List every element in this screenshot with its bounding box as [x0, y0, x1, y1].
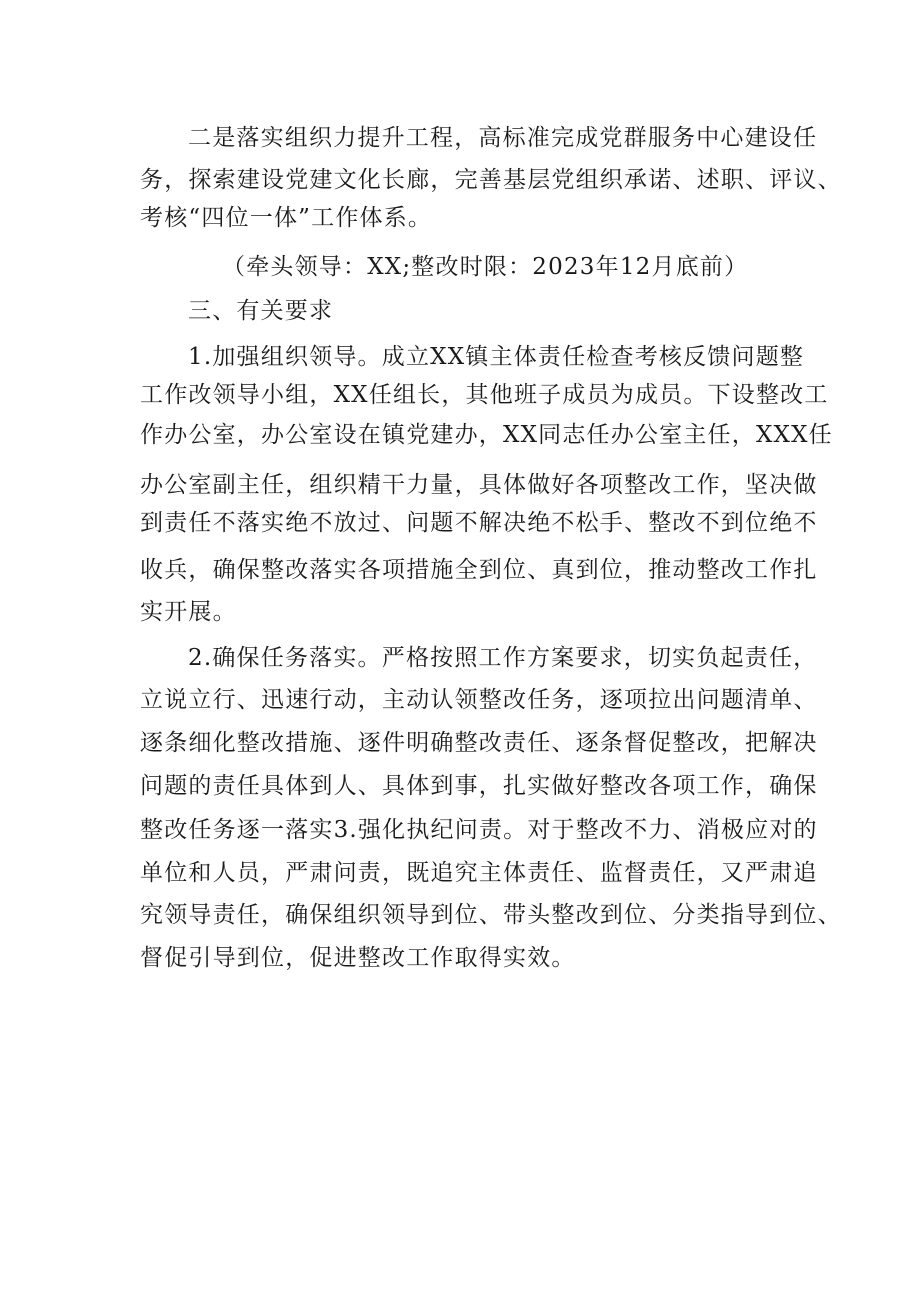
item-1-line-1: 1.加强组织领导。成立XX镇主体责任检查考核反馈问题整 [188, 344, 805, 370]
item-2-line-3: 逐条细化整改措施、逐件明确整改责任、逐条督促整改，把解决 [140, 730, 818, 756]
item-1-line-5: 到责任不落实绝不放过、问题不解决绝不松手、整改不到位绝不 [140, 510, 818, 536]
item-2-line-6: 单位和人员，严肃问责，既追究主体责任、监督责任，又严肃追 [140, 860, 818, 886]
item-1-line-7: 实开展。 [140, 599, 237, 625]
paragraph-1-line-2: 务，探索建设党建文化长廊，完善基层党组织承诺、述职、评议、 [140, 167, 842, 193]
item-2-line-7: 究领导责任，确保组织领导到位、带头整改到位、分类指导到位、 [140, 902, 842, 928]
item-1-line-6: 收兵，确保整改落实各项措施全到位、真到位，推动整改工作扎 [140, 557, 818, 583]
item-2-line-4: 问题的责任具体到人、具体到事，扎实做好整改各项工作，确保 [140, 773, 818, 799]
item-2-line-2: 立说立行、迅速行动，主动认领整改任务，逐项拉出问题清单、 [140, 687, 818, 713]
section-3-heading: 三、有关要求 [188, 298, 334, 324]
paragraph-1-line-3: 考核“四位一体”工作体系。 [140, 205, 433, 231]
item-2-line-8: 督促引导到位，促进整改工作取得实效。 [140, 945, 576, 971]
paragraph-1-line-1: 二是落实组织力提升工程，高标准完成党群服务中心建设任 [188, 125, 818, 151]
item-2-line-5: 整改任务逐一落实3.强化执纪问责。对于整改不力、消极应对的 [140, 817, 818, 843]
item-2-line-1: 2.确保任务落实。严格按照工作方案要求，切实负起责任， [188, 645, 818, 671]
item-1-line-3: 作办公室，办公室设在镇党建办，XX同志任办公室主任，XXX任 [140, 422, 833, 448]
item-1-line-2: 工作改领导小组，XX任组长，其他班子成员为成员。下设整改工 [140, 382, 829, 408]
item-1-line-4: 办公室副主任，组织精干力量，具体做好各项整改工作，坚决做 [140, 472, 818, 498]
lead-and-deadline-note: （牵头领导：XX;整改时限：2023年12月底前） [222, 254, 749, 280]
